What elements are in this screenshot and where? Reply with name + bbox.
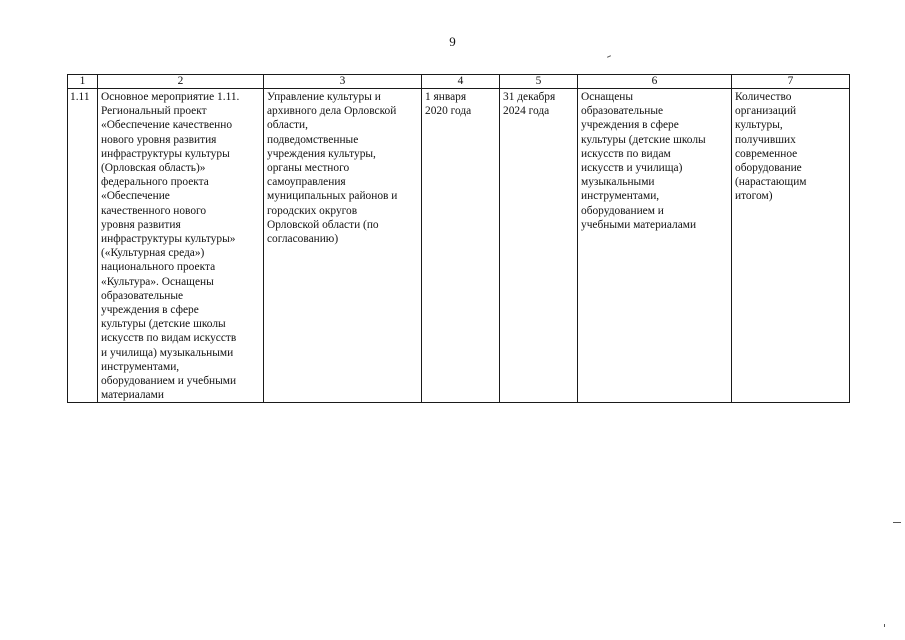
table-row [68,89,850,403]
end-date-cell [500,89,578,403]
cell-text-line: Оснащены [581,91,634,103]
cell-text-line: Региональный проект [101,105,207,118]
cell-text-line: области, [267,119,308,132]
cell-text-line: 2024 года [503,105,550,118]
table-header-row [68,75,850,89]
cell-text-line: органы местного [267,162,350,175]
cell-text-line: «Культура». Оснащены [101,275,214,288]
result-cell [578,89,732,403]
cell-text-line: качественного нового [101,204,207,217]
cell-text-line: инфраструктуры культуры [101,147,230,160]
cell-text-line: итогом) [735,190,773,203]
header-col-5: 5 [500,75,578,89]
cell-text-line: (Орловская область)» [101,162,206,175]
cell-text-line: Основное мероприятие 1.11. [101,91,240,103]
cell-text-line: образовательные [581,105,664,118]
scan-speck [884,624,885,627]
header-col-1: 1 [68,75,98,89]
cell-text-line: Управление культуры и [267,91,381,103]
cell-text-line: 2020 года [425,105,472,118]
cell-text-line: получивших [735,133,796,146]
cell-text-line: национального проекта [101,261,216,274]
scan-speck [607,55,611,58]
cell-text-line: инструментами, [581,190,660,203]
cell-text-line: оборудованием и [581,204,664,217]
cell-text-line: федерального проекта [101,176,209,189]
header-col-4: 4 [422,75,500,89]
cell-text-line: самоуправления [267,176,346,189]
plan-table [67,74,850,403]
cell-text-line: архивного дела Орловской [267,105,397,118]
cell-text-line: и училища) музыкальными [101,346,234,359]
header-col-2: 2 [98,75,264,89]
cell-text-line: организаций [735,105,797,118]
cell-text-line: городских округов [267,204,358,217]
scan-speck [893,522,901,523]
cell-text-line: культуры, [735,119,783,132]
cell-text-line: искусств по видам искусств [101,332,237,345]
start-date-cell [422,89,500,403]
cell-text-line: учреждения культуры, [267,147,376,160]
header-col-3: 3 [264,75,422,89]
cell-text-line: 1 января [425,91,467,103]
cell-text-line: учреждения в сфере [101,304,199,317]
cell-text-line: культуры (детские школы [581,133,706,146]
cell-text-line: оборудованием и учебными [101,375,237,388]
cell-text-line: культуры (детские школы [101,318,226,331]
event-cell [98,89,264,403]
cell-text-line: инфраструктуры культуры» [101,233,236,246]
cell-text-line: современное [735,147,798,160]
cell-text-line: образовательные [101,289,184,302]
cell-text-line: «Обеспечение качественно [101,119,233,132]
cell-text-line: материалами [101,389,164,402]
header-col-7: 7 [732,75,850,89]
header-col-6: 6 [578,75,732,89]
cell-text-line: («Культурная среда») [101,247,205,260]
cell-text-line: муниципальных районов и [267,190,398,203]
page-number: 9 [449,34,456,49]
cell-text-line: (нарастающим [735,176,807,189]
cell-text-line: согласованию) [267,233,339,246]
cell-text-line: 31 декабря [503,91,556,103]
row-number-cell [68,89,98,403]
row-number: 1.11 [70,91,90,103]
cell-text-line: учебными материалами [581,218,697,231]
cell-text-line: музыкальными [581,176,655,189]
cell-text-line: «Обеспечение [101,190,170,203]
cell-text-line: подведомственные [267,133,359,146]
cell-text-line: Количество [735,91,792,103]
cell-text-line: оборудование [735,162,802,175]
cell-text-line: искусств и училища) [581,162,683,175]
cell-text-line: учреждения в сфере [581,119,679,132]
cell-text-line: искусств по видам [581,147,671,160]
cell-text-line: уровня развития [101,218,181,231]
executor-cell [264,89,422,403]
cell-text-line: нового уровня развития [101,133,217,146]
indicator-cell [732,89,850,403]
cell-text-line: инструментами, [101,360,180,373]
cell-text-line: Орловской области (по [267,218,379,231]
